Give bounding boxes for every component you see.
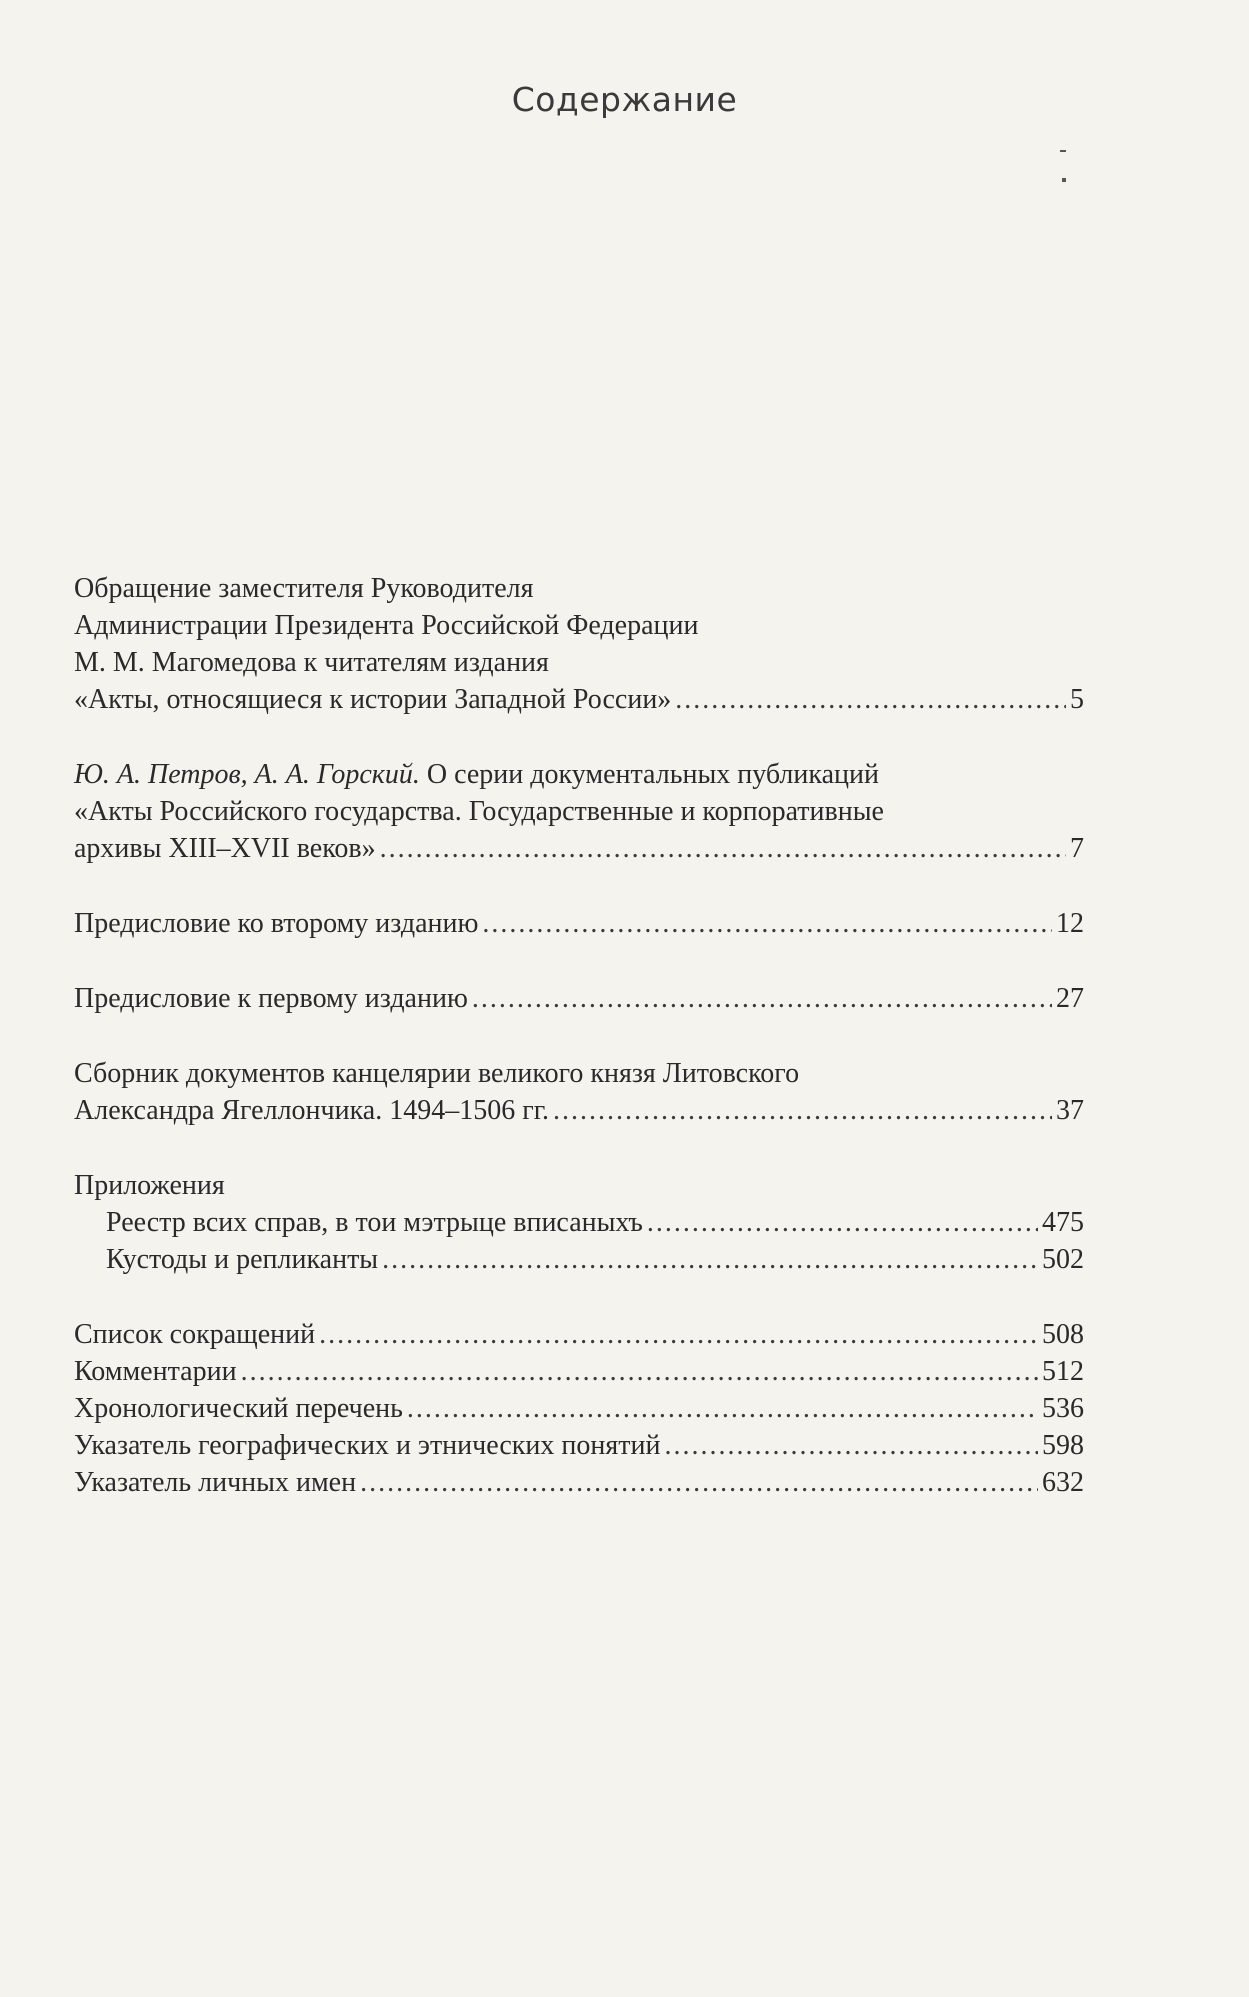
leader-dots <box>472 980 1052 1017</box>
leader-dots <box>482 905 1052 942</box>
toc-entry-registry[interactable] <box>74 1204 1084 1241</box>
toc-entry-text: архивы XIII–XVII веков» <box>74 833 376 864</box>
page-number: 536 <box>1042 1393 1084 1424</box>
toc-section-back-matter <box>74 1316 1084 1501</box>
leader-dots <box>360 1464 1038 1501</box>
toc-entry-text: Реестр всих справ, в тои мэтрыце вписаныхъ <box>106 1207 643 1238</box>
stray-mark <box>1060 150 1066 152</box>
leader-dots <box>647 1204 1038 1241</box>
leader-dots <box>675 681 1066 718</box>
leader-dots <box>382 1241 1038 1278</box>
toc-entry-abbreviations[interactable] <box>74 1316 1084 1353</box>
toc-entry-geo-index[interactable] <box>74 1427 1084 1464</box>
page-number: 5 <box>1070 684 1084 715</box>
toc-entry-text: Александра Ягеллончика. 1494–1506 гг. <box>74 1095 550 1126</box>
toc-entry-collection[interactable] <box>74 1055 1084 1129</box>
page-number: 37 <box>1056 1095 1084 1126</box>
toc-entry-text: Указатель личных имен <box>74 1467 357 1498</box>
toc-entry-text: Предисловие к первому изданию <box>74 983 468 1014</box>
leader-dots <box>553 1092 1052 1129</box>
toc-entry-text: «Акты, относящиеся к истории Западной России» <box>74 684 672 715</box>
page-number: 475 <box>1042 1207 1084 1238</box>
toc-line: «Акты Российского государства. Государственные и корпоративные <box>74 796 884 827</box>
toc-entry-name-index[interactable] <box>74 1464 1084 1501</box>
authors: Ю. А. Петров, А. А. Горский. <box>74 759 420 790</box>
toc-line: Обращение заместителя Руководителя <box>74 573 534 604</box>
toc-line: М. М. Магомедова к читателям издания <box>74 647 549 678</box>
toc-entry-chronology[interactable] <box>74 1390 1084 1427</box>
section-heading: Приложения <box>74 1170 225 1201</box>
leader-dots <box>664 1427 1038 1464</box>
page-number: 27 <box>1056 983 1084 1014</box>
toc-entry-text: Комментарии <box>74 1356 237 1387</box>
toc-entry-comments[interactable] <box>74 1353 1084 1390</box>
leader-dots <box>241 1353 1038 1390</box>
toc-line: О серии документальных публикаций <box>419 759 879 790</box>
leader-dots <box>319 1316 1038 1353</box>
toc-entry-text: Список сокращений <box>74 1319 316 1350</box>
page-title: Содержание <box>511 80 738 119</box>
toc-section-appendices <box>74 1167 1084 1278</box>
page-number: 12 <box>1056 908 1084 939</box>
table-of-contents <box>74 570 1084 1501</box>
leader-dots <box>407 1390 1038 1427</box>
toc-entry-text: Предисловие ко второму изданию <box>74 908 479 939</box>
leader-dots <box>380 830 1066 867</box>
page-number: 512 <box>1042 1356 1084 1387</box>
toc-entry-preface-first[interactable] <box>74 980 1084 1017</box>
page-number: 502 <box>1042 1244 1084 1275</box>
toc-entry-text: Указатель географических и этнических понятий <box>74 1430 661 1461</box>
toc-line: Сборник документов канцелярии великого князя Литовского <box>74 1058 800 1089</box>
page-number: 7 <box>1070 833 1084 864</box>
stray-mark <box>1062 178 1066 182</box>
toc-entry-text: Кустоды и репликанты <box>106 1244 379 1275</box>
toc-entry-preface-second[interactable] <box>74 905 1084 942</box>
page-number: 508 <box>1042 1319 1084 1350</box>
toc-entry-custodes[interactable] <box>74 1241 1084 1278</box>
toc-entry-text: Хронологический перечень <box>74 1393 403 1424</box>
page-number: 598 <box>1042 1430 1084 1461</box>
toc-entry-address[interactable] <box>74 570 1084 718</box>
toc-line: Администрации Президента Российской Федерации <box>74 610 699 641</box>
toc-entry-series[interactable] <box>74 756 1084 867</box>
page-number: 632 <box>1042 1467 1084 1498</box>
